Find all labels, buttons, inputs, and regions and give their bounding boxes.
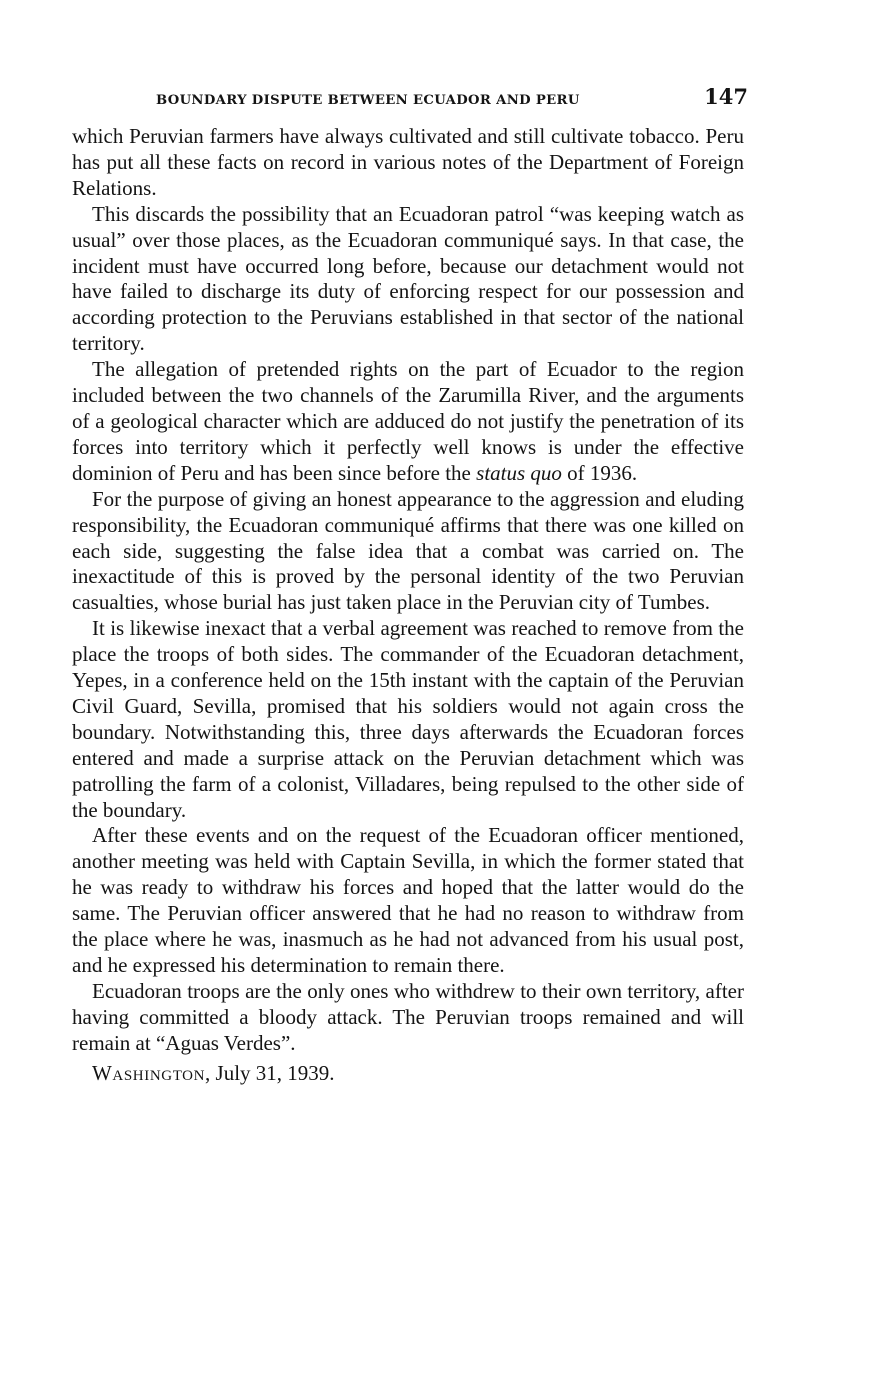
- running-title: BOUNDARY DISPUTE BETWEEN ECUADOR AND PERU: [156, 93, 580, 108]
- dateline-place: Washington: [92, 1060, 206, 1085]
- paragraph-3: [72, 357, 744, 487]
- paragraph-7: Ecuadoran troops are the only ones who withdrew to their own territory, after having committed a bloody attack. The Peruvian troops remained and will remain at “Aguas Verdes”.: [72, 978, 744, 1055]
- paragraph-4: For the purpose of giving an honest appearance to the aggression and eluding responsibility, the Ecuadoran communiqué affirms that there was one killed on each side, suggesting the false idea that a combat was carried on. The inexactitude of this is proved by the personal identity of the two Peruvian casualties, whose burial has just taken place in the Peruvian city of Tumbes.: [72, 486, 744, 615]
- paragraph-3-text-b: of 1936.: [561, 460, 638, 485]
- dateline-date: , July 31, 1939.: [205, 1060, 335, 1085]
- body-text: [72, 124, 744, 1057]
- page-number: 147: [704, 84, 748, 109]
- paragraph-1: which Peruvian farmers have always cultivated and still cultivate tobacco. Peru has put all these facts on record in various notes of the Department of Foreign Relations.: [72, 124, 744, 200]
- paragraph-2: This discards the possibility that an Ecuadoran patrol “was keeping watch as usual” over those places, as the Ecuadoran communiqué says. In that case, the incident must have occurred long before, because our detachment would not have failed to discharge its duty of enforcing respect for our possession and according protection to the Peruvians established in that sector of the national territory.: [72, 201, 744, 356]
- running-header: [72, 84, 748, 124]
- dateline: [72, 1060, 744, 1086]
- paragraph-6: After these events and on the request of the Ecuadoran officer mentioned, another meeting was held with Captain Sevilla, in which the former stated that he was ready to withdraw his forces and hoped that the latter would do the same. The Peruvian officer answered that he had no reason to withdraw from the place where he was, inasmuch as he had not advanced from his usual post, and he expressed his determination to remain there.: [72, 823, 744, 977]
- document-page: [72, 84, 748, 1086]
- paragraph-5: It is likewise inexact that a verbal agreement was reached to remove from the place the troops of both sides. The commander of the Ecuadoran detachment, Yepes, in a conference held on the 15th instant with the captain of the Peruvian Civil Guard, Sevilla, promised that his soldiers would not again cross the boundary. Notwithstanding this, three days afterwards the Ecuadoran forces entered and made a surprise attack on the Peruvian detachment which was patrolling the farm of a colonist, Villadares, being repulsed to the other side of the boundary.: [72, 616, 744, 822]
- paragraph-3-text-a: The allegation of pretended rights on the part of Ecuador to the region included between the two channels of the Zarumilla River, and the arguments of a geological character which are adduced do not justify the penetration of its forces into territory which it perfectly well knows is under the effective dominion of Peru and has been since before the: [72, 357, 744, 485]
- status-quo-italic: status quo: [476, 460, 562, 485]
